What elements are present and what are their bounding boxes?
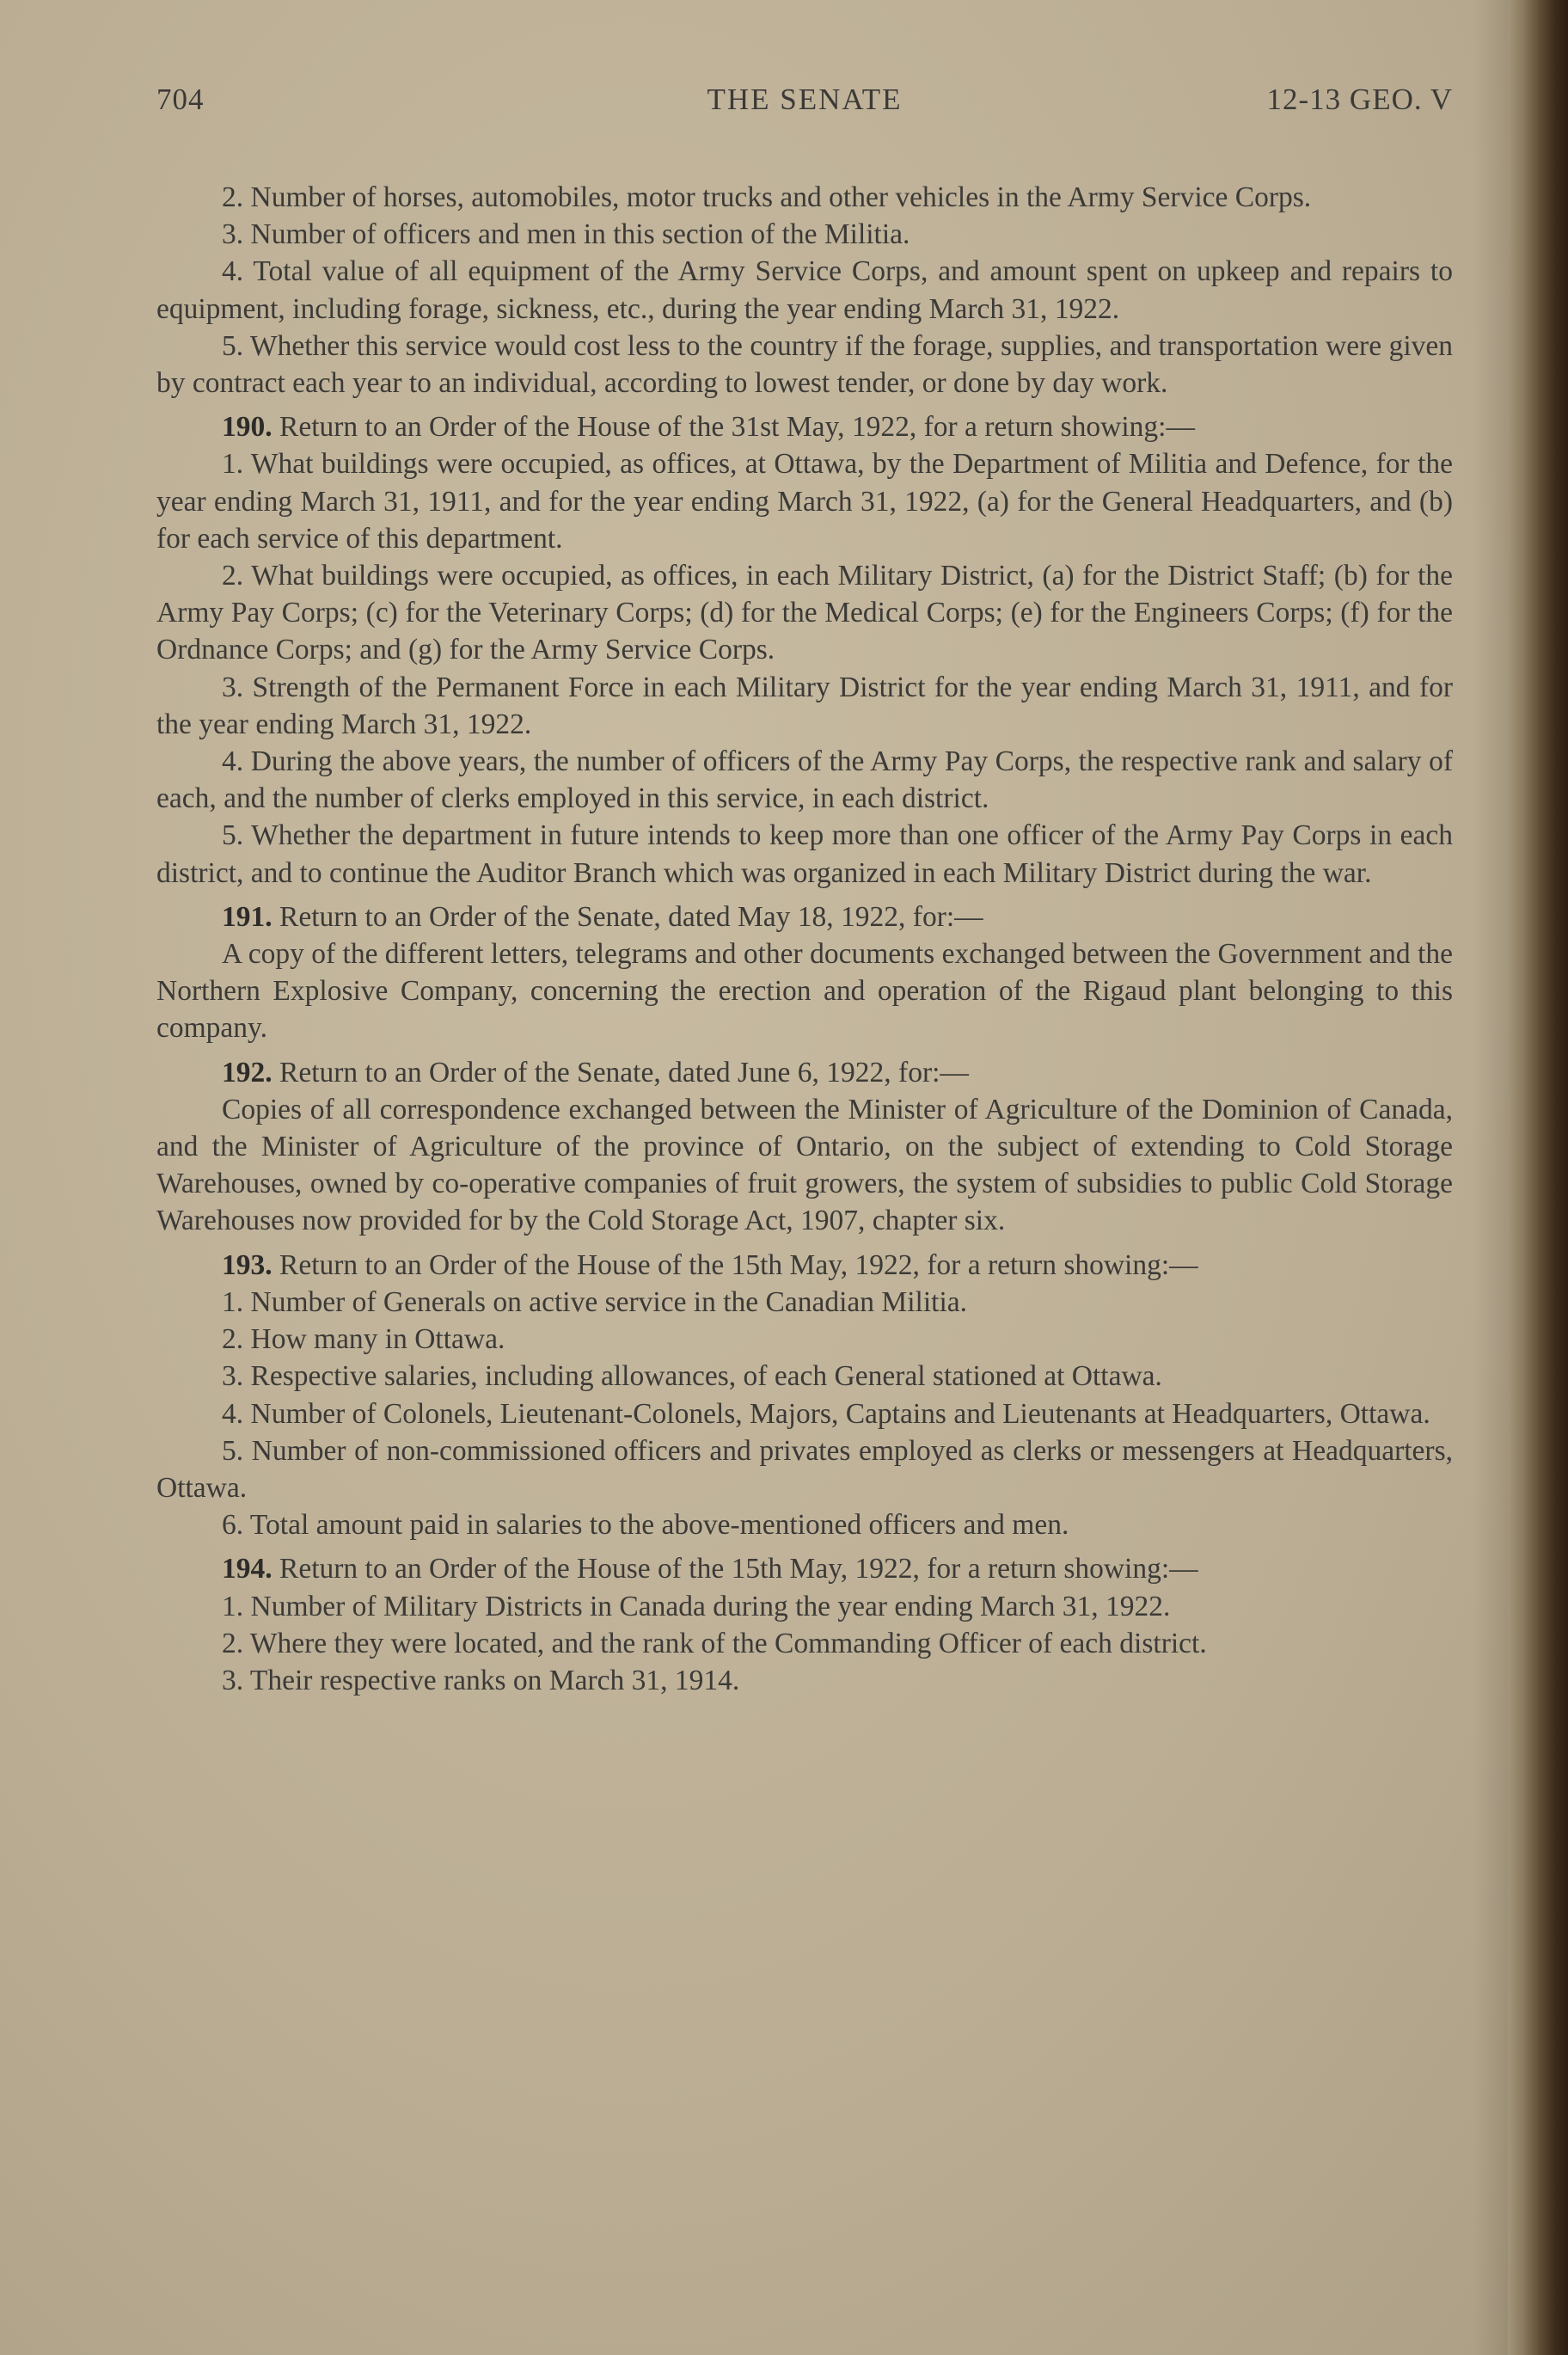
- paragraph-text: 1. Number of Generals on active service in the Canadian Militia.: [222, 1285, 967, 1318]
- paragraph-text: 2. Number of horses, automobiles, motor trucks and other vehicles in the Army Service Corps.: [222, 181, 1312, 213]
- paragraph-text: 4. During the above years, the number of officers of the Army Pay Corps, the respective rank and salary of each, and the number of clerks employed in this service, in each district.: [156, 745, 1453, 815]
- return-number: 190.: [222, 411, 273, 444]
- paragraph-text: Copies of all correspondence exchanged between the Minister of Agriculture of the Dominion of Canada, and the Minister of Agriculture of the province of Ontario, on the subject of extending to Cold Storage Warehouses, owned by co-operative companies of fruit growers, the system of subsidies to public Cold Storage Warehouses now provided for by the Cold Storage Act, 1907, chapter six.: [156, 1093, 1453, 1237]
- paragraph: [156, 743, 1453, 817]
- volume-reference: 12-13 GEO. V: [1266, 83, 1453, 116]
- paragraph: [156, 216, 1453, 253]
- paragraph: [156, 1358, 1453, 1395]
- paragraph-text: Return to an Order of the Senate, dated June 6, 1922, for:—: [279, 1056, 969, 1089]
- paragraph: [156, 1662, 1453, 1699]
- paragraph-text: 2. What buildings were occupied, as offices, in each Military District, (a) for the District Staff; (b) for the Army Pay Corps; (c) for the Veterinary Corps; (d) for the Medical Corps; (e) for the Engineers Corps; (f) for the Ordnance Corps; and (g) for the Army Service Corps.: [156, 560, 1453, 666]
- return-number: 192.: [222, 1056, 273, 1089]
- paragraph-text: 3. Their respective ranks on March 31, 1914.: [222, 1664, 740, 1696]
- return-heading: [156, 1247, 1453, 1284]
- paragraph-text: 4. Number of Colonels, Lieutenant-Colonels, Majors, Captains and Lieutenants at Headquarters, Ottawa.: [222, 1397, 1430, 1430]
- paragraph: [156, 817, 1453, 891]
- body-text: [156, 179, 1453, 1699]
- paragraph-text: 1. Number of Military Districts in Canada during the year ending March 31, 1922.: [222, 1590, 1171, 1622]
- paragraph: [156, 1625, 1453, 1662]
- paragraph-text: 6. Total amount paid in salaries to the above-mentioned officers and men.: [222, 1509, 1069, 1542]
- return-number: 193.: [222, 1248, 273, 1281]
- paragraph-text: 5. Whether the department in future intends to keep more than one officer of the Army Pay Corps in each district, and to continue the Auditor Branch which was organized in each Military District during the war.: [156, 819, 1453, 889]
- paragraph: [156, 1091, 1453, 1240]
- paragraph-text: 1. What buildings were occupied, as offices, at Ottawa, by the Department of Militia and Defence, for the year ending March 31, 1911, and for the year ending March 31, 1922, (a) for the General Headquarters, and (b) for each service of this department.: [156, 448, 1453, 555]
- paragraph-text: A copy of the different letters, telegrams and other documents exchanged between the Government and the Northern Explosive Company, concerning the erection and operation of the Rigaud plant belonging to this company.: [156, 938, 1453, 1045]
- running-header: [156, 83, 1453, 131]
- paragraph: [156, 935, 1453, 1047]
- page-title: THE SENATE: [707, 83, 903, 116]
- paragraph-text: Return to an Order of the House of the 15th May, 1922, for a return showing:—: [279, 1553, 1198, 1585]
- paragraph: [156, 1588, 1453, 1625]
- return-number: 191.: [222, 900, 273, 933]
- paragraph-text: 3. Respective salaries, including allowances, of each General stationed at Ottawa.: [222, 1360, 1162, 1393]
- paragraph: [156, 1432, 1453, 1506]
- paragraph-text: 3. Strength of the Permanent Force in each Military District for the year ending March 31, 1911, and for the year ending March 31, 1922.: [156, 671, 1453, 740]
- paragraph-text: Return to an Order of the Senate, dated May 18, 1922, for:—: [279, 900, 983, 933]
- paragraph: [156, 253, 1453, 327]
- return-heading: [156, 898, 1453, 935]
- paragraph: [156, 445, 1453, 557]
- paragraph-text: Return to an Order of the House of the 15th May, 1922, for a return showing:—: [279, 1248, 1198, 1281]
- paragraph: [156, 1506, 1453, 1543]
- page-number: 704: [156, 83, 205, 116]
- page-edge-shadow: [1473, 0, 1508, 2355]
- paragraph: [156, 1395, 1453, 1432]
- paragraph-text: 5. Whether this service would cost less to the country if the forage, supplies, and transportation were given by contract each year to an individual, according to lowest tender, or done by day work.: [156, 329, 1453, 400]
- return-heading: [156, 408, 1453, 445]
- paragraph-text: 5. Number of non-commissioned officers and privates employed as clerks or messengers at Headquarters, Ottawa.: [156, 1434, 1453, 1504]
- return-number: 194.: [222, 1553, 273, 1585]
- book-binding: [1508, 0, 1568, 2355]
- paragraph: [156, 179, 1453, 216]
- paragraph-text: 2. How many in Ottawa.: [222, 1323, 505, 1356]
- paragraph-text: 4. Total value of all equipment of the Army Service Corps, and amount spent on upkeep and repairs to equipment, including forage, sickness, etc., during the year ending March 31, 1922.: [156, 255, 1453, 325]
- paragraph: [156, 1321, 1453, 1358]
- paragraph: [156, 1284, 1453, 1321]
- paragraph: [156, 669, 1453, 743]
- paragraph: [156, 557, 1453, 669]
- return-heading: [156, 1550, 1453, 1587]
- paragraph-text: Return to an Order of the House of the 31st May, 1922, for a return showing:—: [279, 411, 1195, 444]
- paragraph-text: 2. Where they were located, and the rank of the Commanding Officer of each district.: [222, 1627, 1207, 1659]
- paragraph-text: 3. Number of officers and men in this section of the Militia.: [222, 218, 910, 251]
- return-heading: [156, 1054, 1453, 1091]
- paragraph: [156, 328, 1453, 402]
